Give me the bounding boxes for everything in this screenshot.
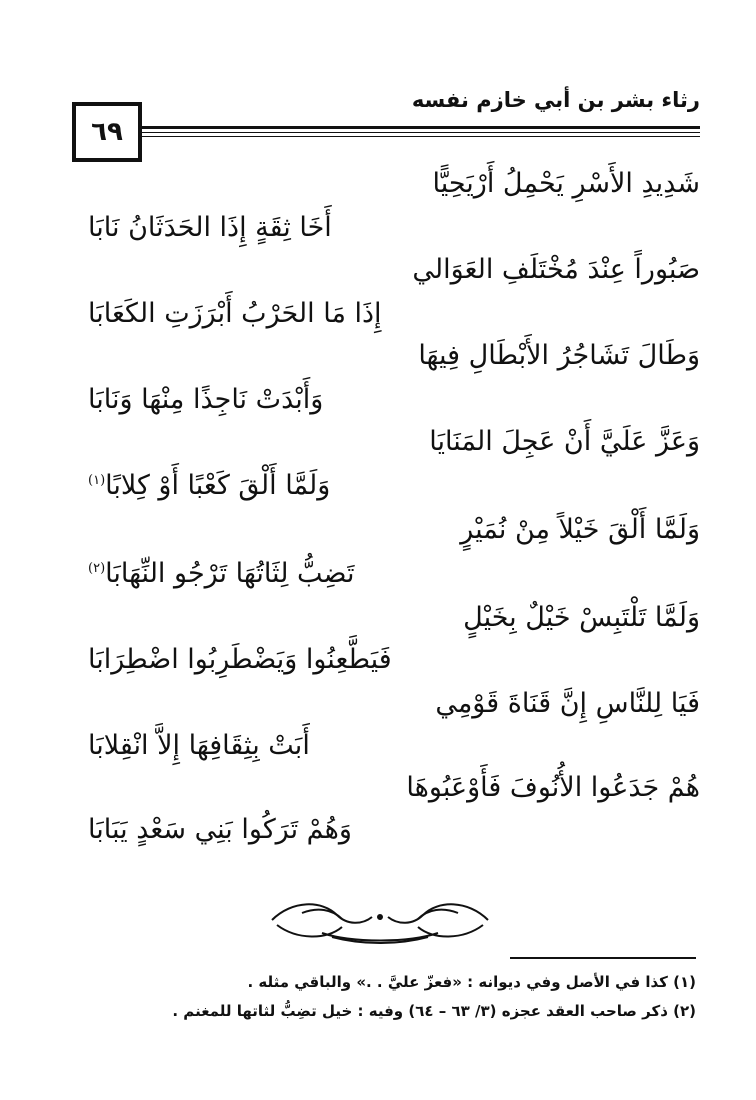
footnote-marker-1: (١)	[88, 473, 106, 488]
verse-5-left-text: تَضِبُّ لِثَاتُهَا تَرْجُو النِّهَابَا	[105, 558, 355, 589]
page-number: ٦٩	[91, 117, 123, 147]
verse-4-left-text: وَلَمَّا أَلْقَ كَعْبًا أَوْ كِلابًا	[105, 470, 331, 501]
footnote-2: (٢) ذكر صاحب العقد عجزه (٣/ ٦٣ – ٦٤) وفيه : خيل تضِبُّ لثاتها للمغنم .	[172, 1001, 696, 1020]
page-number-box	[72, 102, 142, 162]
verse-7-left: أَبَتْ بِثِقَافِهَا إِلاَّ انْقِلابَا	[88, 730, 310, 761]
verse-6-left: فَيَطَّعِنُوا وَيَضْطَرِبُوا اضْطِرَابَا	[88, 644, 392, 675]
footnote-rule	[510, 957, 696, 959]
verse-8-right: هُمْ جَدَعُوا الأُنُوفَ فَأَوْعَبُوهَا	[406, 772, 700, 803]
verse-7-right: فَيَا لِلنَّاسِ إِنَّ قَنَاةَ قَوْمِي	[435, 688, 700, 719]
verse-4-left	[88, 470, 330, 501]
verse-3-left: وَأَبْدَتْ نَاجِذًا مِنْهَا وَنَابَا	[88, 384, 324, 415]
verse-6-right: وَلَمَّا تَلْتَبِسْ خَيْلٌ بِخَيْلٍ	[463, 602, 700, 633]
header-rule	[142, 126, 700, 133]
verse-5-right: وَلَمَّا أَلْقَ خَيْلاً مِنْ نُمَيْرٍ	[460, 514, 700, 545]
verse-1-right: شَدِيدِ الأَسْرِ يَحْمِلُ أَرْيَحِيًّا	[432, 168, 700, 199]
footnotes	[60, 968, 696, 1025]
verse-1-left: أَخَا ثِقَةٍ إِذَا الحَدَثَانُ نَابَا	[88, 212, 332, 243]
footnote-marker-2: (٢)	[88, 561, 106, 576]
verse-8-left: وَهُمْ تَرَكُوا بَنِي سَعْدٍ يَبَابَا	[88, 814, 352, 845]
poem-verses	[60, 160, 700, 880]
verse-3-right: وَطَالَ تَشَاجُرُ الأَبْطَالِ فِيهَا	[418, 340, 700, 371]
running-header-title: رثاء بشر بن أبي خازم نفسه	[411, 88, 700, 112]
footnote-1: (١) كذا في الأصل وفي ديوانه : «فعزّ عليَّ . .» والباقي مثله .	[247, 973, 696, 991]
verse-5-left	[88, 558, 354, 589]
verse-2-right: صَبُوراً عِنْدَ مُخْتَلَفِ العَوَالي	[412, 254, 700, 285]
header-rule-thin	[142, 136, 700, 137]
verse-2-left: إِذَا مَا الحَرْبُ أَبْرَزَتِ الكَعَابَا	[88, 298, 382, 329]
verse-4-right: وَعَزَّ عَلَيَّ أَنْ عَجِلَ المَنَايَا	[429, 426, 700, 457]
decorative-ornament	[262, 895, 498, 945]
